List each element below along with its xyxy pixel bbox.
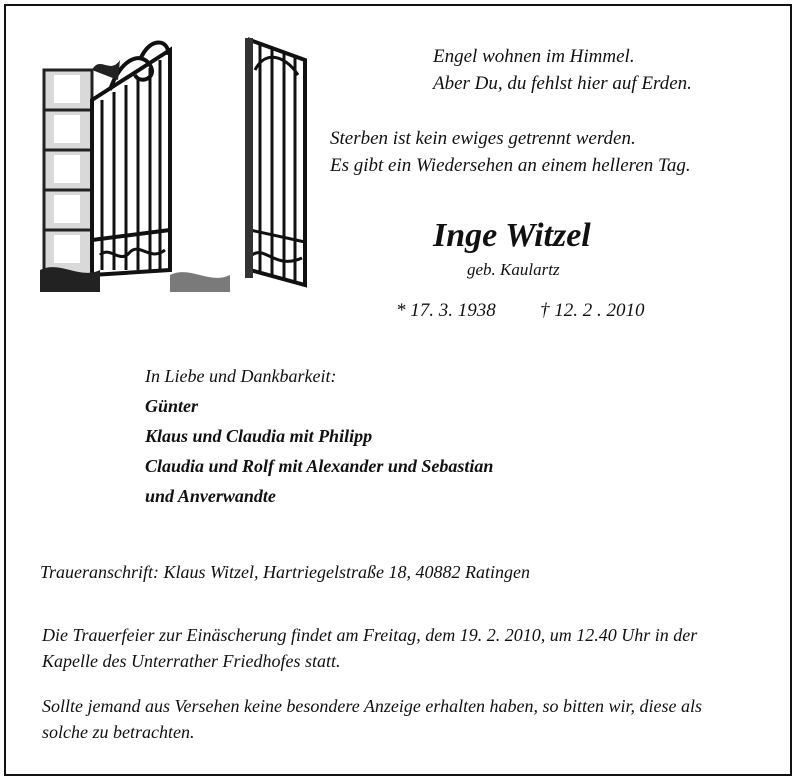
mourners-block xyxy=(145,361,493,511)
deceased-name: Inge Witzel xyxy=(433,217,591,254)
death-date: † 12. 2 . 2010 xyxy=(540,300,645,321)
mourning-address: Traueranschrift: Klaus Witzel, Hartriegelstraße 18, 40882 Ratingen xyxy=(40,562,530,582)
mourner-name: und Anverwandte xyxy=(145,486,276,506)
birth-name: geb. Kaulartz xyxy=(467,260,560,279)
poem-line: Es gibt ein Wiedersehen an einem helleren Tag. xyxy=(330,155,691,176)
poem-stanza-2 xyxy=(330,125,691,179)
open-gate-icon xyxy=(40,30,310,292)
mourner-name: Klaus und Claudia mit Philipp xyxy=(145,426,373,446)
mourner-name: Günter xyxy=(145,396,199,416)
funeral-notice: Die Trauerfeier zur Einäscherung findet am Freitag, dem 19. 2. 2010, um 12.40 Uhr in der Kapelle des Unterrather Friedhofes statt. xyxy=(42,625,698,671)
notification-notice: Sollte jemand aus Versehen keine besondere Anzeige erhalten haben, so bitten wir, diese als solche zu betrachten. xyxy=(42,696,703,742)
poem-line: Sterben ist kein ewiges getrennt werden. xyxy=(330,128,636,149)
poem-line: Engel wohnen im Himmel. xyxy=(433,46,635,67)
mourner-name: Claudia und Rolf mit Alexander und Sebastian xyxy=(145,456,494,476)
birth-date: * 17. 3. 1938 xyxy=(396,300,496,321)
poem-stanza-1 xyxy=(433,43,692,97)
poem-line: Aber Du, du fehlst hier auf Erden. xyxy=(433,73,692,94)
mourners-intro: In Liebe und Dankbarkeit: xyxy=(145,366,337,386)
